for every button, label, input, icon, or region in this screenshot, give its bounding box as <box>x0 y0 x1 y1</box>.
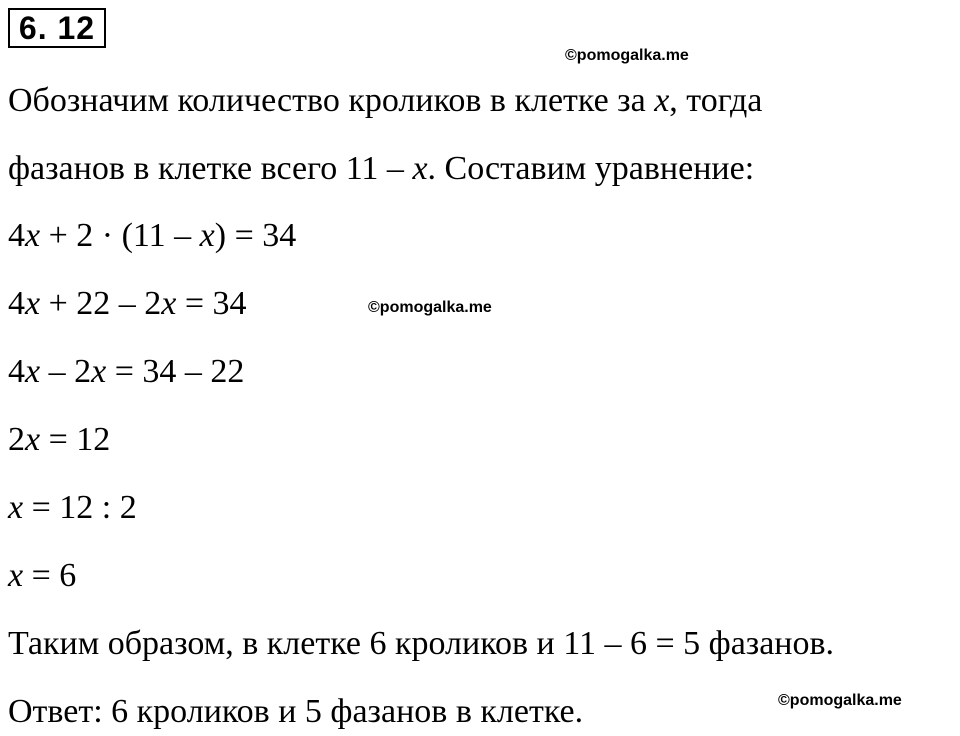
watermark-top: ©pomogalka.me <box>565 47 689 64</box>
equation-line-5: x = 12 : 2 <box>8 489 137 526</box>
solution-line-2: фазанов в клетке всего 11 – x. Составим уравнение: <box>8 150 755 187</box>
watermark-middle: ©pomogalka.me <box>368 299 492 316</box>
equation-line-6: x = 6 <box>8 557 77 594</box>
conclusion-line: Таким образом, в клетке 6 кроликов и 11 – 6 = 5 фазанов. <box>8 625 835 662</box>
solution-line-1: Обозначим количество кроликов в клетке за x, тогда <box>8 82 763 119</box>
equation-line-3: 4x – 2x = 34 – 22 <box>8 353 245 390</box>
watermark-bottom: ©pomogalka.me <box>778 692 902 709</box>
equation-line-4: 2x = 12 <box>8 421 111 458</box>
problem-number: 6. 12 <box>8 8 106 48</box>
equation-line-1: 4x + 2 · (11 – x) = 34 <box>8 217 297 254</box>
equation-line-2: 4x + 22 – 2x = 34 <box>8 285 247 322</box>
answer-line: Ответ: 6 кроликов и 5 фазанов в клетке. <box>8 693 584 730</box>
